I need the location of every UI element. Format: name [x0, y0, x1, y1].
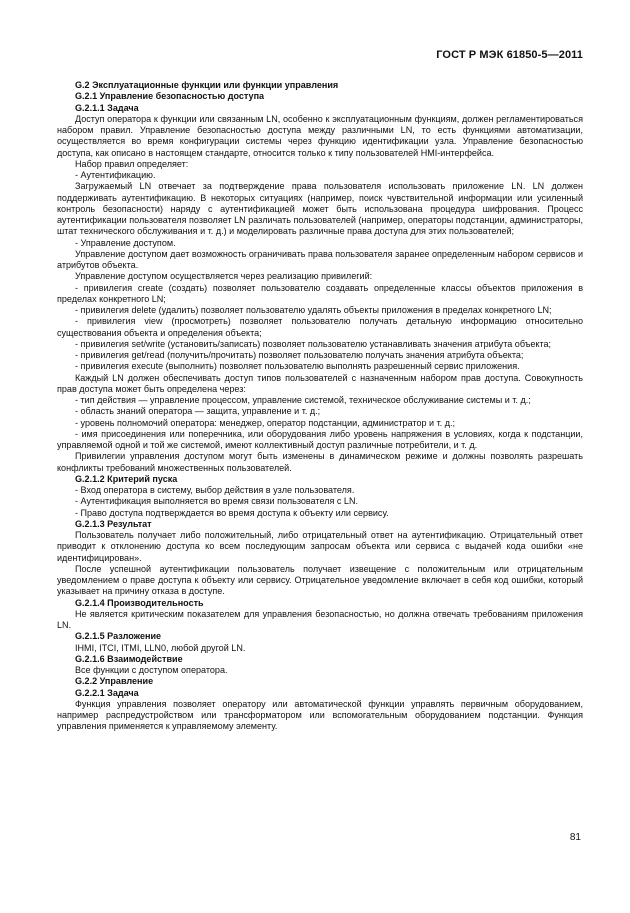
section-heading: G.2.1.2 Критерий пуска — [75, 473, 178, 484]
section-heading: G.2.1.3 Результат — [75, 518, 152, 529]
body-paragraph: - Право доступа подтверждается во время доступа к объекту или сервису. — [75, 507, 389, 518]
section-heading: G.2.2 Управление — [75, 676, 154, 687]
body-paragraph: - привилегия delete (удалить) позволяет пользователю удалять объекты приложения в пределах конкретного LN; — [75, 305, 552, 315]
body-paragraph: Набор правил определяет: — [75, 158, 189, 169]
body-paragraph: - привилегия set/write (установить/записать) позволяет пользователю устанавливать значения атрибута объекта; — [75, 338, 552, 349]
body-paragraph: - Аутентификация выполняется во время связи пользователя с LN. — [75, 496, 359, 507]
body-paragraph: - привилегия view (просмотреть) позволяет пользователю получать детальную информацию относительно существования объекта и определения объекта; — [57, 316, 583, 338]
body-paragraph: Пользователь получает либо положительный, либо отрицательный ответ на аутентификацию. Отрицательный ответ приводит к отклонению доступа ко всем последующим запросам объекта или сервиса с выдачей кода ошибки «не идентифицирован». — [57, 530, 583, 563]
body-paragraph: - имя присоединения или поперечника, или оборудования либо уровень напряжения в условиях, когда к подстанции, управляемой одной и той же системой, имеют коллективный доступ различные потребители, и т. д. — [57, 428, 583, 450]
section-heading: G.2.1.1 Задача — [75, 102, 139, 113]
body-paragraph: - Управление доступом. — [75, 237, 176, 248]
body-paragraph: Привилегии управления доступом могут быть изменены в динамическом режиме и должны позволять разрешать конфликты требований множественных пользователей. — [57, 451, 583, 473]
body-paragraph: Доступ оператора к функции или связанным LN, особенно к эксплуатационным функциям, должен регламентироваться набором правил. Управление безопасностью доступа между различными LN, то есть функциями автоматизации, осуществляется во время конфигурации системы через функцию идентификации узла. Управление безопасностью доступа, как описано в настоящем стандарте, относится только к типу пользователей HMI-интерфейса. — [57, 113, 583, 158]
body-paragraph: IHMI, ITCI, ITMI, LLN0, любой другой LN. — [75, 642, 246, 653]
section-heading: G.2.2.1 Задача — [75, 687, 139, 698]
document-body — [57, 80, 583, 733]
body-paragraph: Не является критическим показателем для управления безопасностью, но должна отвечать требованиям приложения LN. — [57, 608, 583, 630]
body-paragraph: После успешной аутентификации пользователь получает извещение с положительным или отрицательным уведомлением о праве доступа к объекту или сервису. Отрицательное уведомление включает в себя код ошибки, который указывает на причину отказа в доступе. — [57, 563, 583, 597]
body-paragraph: - уровень полномочий оператора: менеджер, оператор подстанции, администратор и т. д.; — [75, 417, 456, 428]
body-paragraph: - Аутентификацию. — [75, 170, 156, 180]
body-paragraph: - привилегия execute (выполнить) позволяет пользователю выполнять разрешенный сервис приложения. — [75, 361, 520, 372]
section-heading: G.2.1.6 Взаимодействие — [75, 653, 183, 664]
section-heading: G.2 Эксплуатационные функции или функции управления — [75, 80, 339, 90]
body-paragraph: - Вход оператора в систему, выбор действия в узле пользователя. — [75, 485, 355, 495]
section-heading: G.2.1 Управление безопасностью доступа — [75, 91, 265, 102]
body-paragraph: - привилегия create (создать) позволяет пользователю создавать определенные классы объектов приложения в пределах конкретного LN; — [57, 282, 583, 304]
section-heading: G.2.1.5 Разложение — [75, 631, 162, 642]
section-heading: G.2.1.4 Производительность — [75, 597, 204, 608]
body-paragraph: Управление доступом дает возможность ограничивать права пользователя заранее определенным набором сервисов и атрибутов объекта. — [57, 248, 583, 270]
body-paragraph: Управление доступом осуществляется через реализацию привилегий: — [75, 271, 373, 282]
body-paragraph: Каждый LN должен обеспечивать доступ типов пользователей с назначенным набором прав доступа. Совокупность прав доступа может быть определена через: — [57, 372, 583, 394]
body-paragraph: - тип действия — управление процессом, управление системой, техническое обслуживание системы и т. д.; — [75, 395, 531, 405]
body-paragraph: Все функции с доступом оператора. — [75, 665, 228, 675]
body-paragraph: - привилегия get/read (получить/прочитать) позволяет пользователю получать значения атрибута объекта; — [75, 350, 524, 360]
body-paragraph: Функция управления позволяет оператору или автоматической функции управлять первичным оборудованием, например распредустройством или трансформатором или вспомогательным оборудованием подстанции. Функция управления применяется к управляемому элементу. — [57, 698, 583, 732]
standard-header: ГОСТ Р МЭК 61850-5—2011 — [436, 49, 583, 61]
body-paragraph: Загружаемый LN отвечает за подтверждение права пользователя использовать приложение LN. LN должен поддерживать аутентификацию. В некоторых ситуациях (например, поиск чувствительной информации или усиленный контроль безопасности) наряду с аутентификацией может быть использована процедура шифрования. Процесс аутентификации пользователя позволяет LN различать пользователей (например, операторы подстанции, администраторы, штат технического обслуживания и т. д.) и моделировать различные права доступа для этих пользователей; — [57, 181, 583, 237]
page-number: 81 — [569, 832, 581, 843]
body-paragraph: - область знаний оператора — защита, управление и т. д.; — [75, 406, 321, 417]
